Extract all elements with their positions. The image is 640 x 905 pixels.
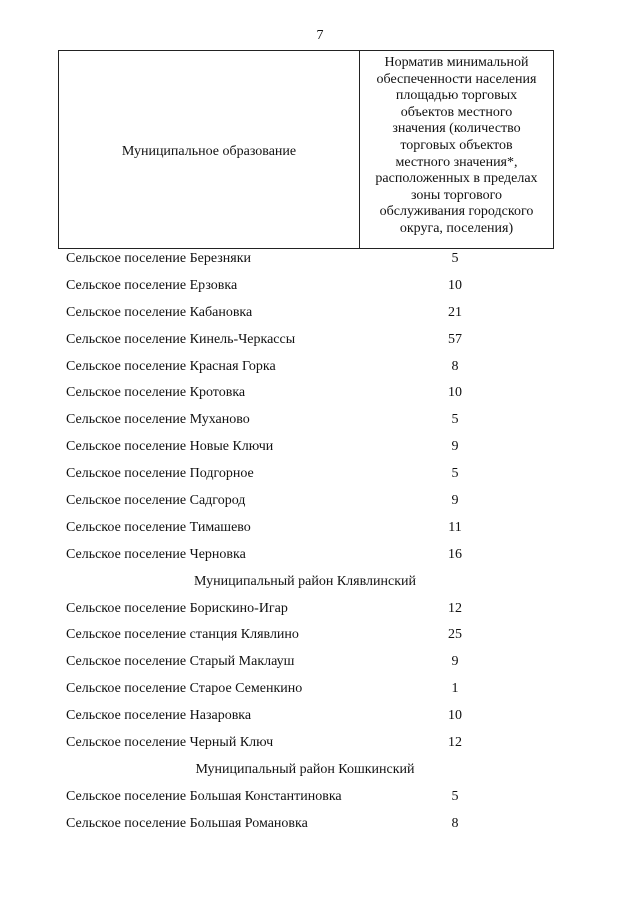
section-heading: Муниципальный район Клявлинский xyxy=(193,573,417,589)
table-header xyxy=(58,50,554,249)
table-row xyxy=(0,600,640,627)
table-row xyxy=(0,653,640,680)
table-row xyxy=(0,788,640,815)
norm-value: 5 xyxy=(451,466,459,482)
table-row xyxy=(0,277,640,304)
norm-value: 5 xyxy=(451,251,459,266)
table-row xyxy=(0,304,640,331)
header-municipality: Муниципальное образование xyxy=(59,51,360,248)
section-heading-row xyxy=(0,573,640,600)
settlement-name: Сельское поселение Кинель-Черкассы xyxy=(66,331,296,347)
norm-value: 8 xyxy=(451,815,459,831)
norm-value: 9 xyxy=(451,493,459,509)
norm-value: 9 xyxy=(451,439,459,455)
norm-value: 5 xyxy=(451,788,459,804)
settlement-name: Сельское поселение Березняки xyxy=(66,251,252,266)
header-norm-line: обслуживания городского xyxy=(379,204,534,220)
settlement-name: Сельское поселение Назаровка xyxy=(66,708,252,724)
header-norm-line: местного значения*, xyxy=(395,154,518,170)
settlement-name: Сельское поселение Садгород xyxy=(66,493,246,509)
norm-value: 11 xyxy=(448,519,462,535)
settlement-name: Сельское поселение Старый Маклауш xyxy=(66,654,295,670)
section-heading-row xyxy=(0,761,640,788)
norm-value: 12 xyxy=(448,735,462,751)
norm-value: 10 xyxy=(448,708,462,724)
settlement-name: Сельское поселение Ерзовка xyxy=(66,277,238,293)
norm-value: 8 xyxy=(451,358,459,374)
settlement-name: Сельское поселение станция Клявлино xyxy=(66,627,299,643)
header-norm-line: объектов местного xyxy=(400,104,513,120)
settlement-name: Сельское поселение Кабановка xyxy=(66,304,253,320)
table-row xyxy=(0,250,640,277)
settlement-name: Сельское поселение Кротовка xyxy=(66,385,246,401)
settlement-name: Сельское поселение Тимашево xyxy=(66,519,251,535)
norm-value: 9 xyxy=(451,654,459,670)
norm-value: 21 xyxy=(448,304,462,320)
settlement-name: Сельское поселение Старое Семенкино xyxy=(66,681,303,697)
table-row xyxy=(0,331,640,358)
norm-value: 25 xyxy=(448,627,462,643)
settlement-name: Сельское поселение Красная Горка xyxy=(66,358,276,374)
table-row xyxy=(0,707,640,734)
norm-value: 10 xyxy=(448,277,462,293)
norm-value: 10 xyxy=(448,385,462,401)
norm-value: 1 xyxy=(451,681,459,697)
header-norm-line: торговых объектов xyxy=(400,137,513,153)
page-number: 7 xyxy=(316,28,324,43)
settlement-name: Сельское поселение Борискино-Игар xyxy=(66,600,288,616)
table-row xyxy=(0,411,640,438)
table-row xyxy=(0,519,640,546)
settlement-name: Сельское поселение Черный Ключ xyxy=(66,735,274,751)
settlement-name: Сельское поселение Подгорное xyxy=(66,466,254,482)
header-norm-line: расположенных в пределах xyxy=(375,171,538,187)
header-norm-line: зоны торгового xyxy=(410,187,503,203)
table-row xyxy=(0,438,640,465)
header-norm-line: Норматив минимальной xyxy=(384,55,529,70)
section-heading: Муниципальный район Кошкинский xyxy=(195,761,415,777)
table-row xyxy=(0,384,640,411)
table-row xyxy=(0,465,640,492)
table-row xyxy=(0,734,640,761)
table-row xyxy=(0,815,640,842)
header-norm-line: обеспеченности населения xyxy=(376,71,537,87)
settlement-name: Сельское поселение Черновка xyxy=(66,546,246,562)
header-norm-line: площадью торговых xyxy=(395,88,518,104)
norm-value: 12 xyxy=(448,600,462,616)
header-norm xyxy=(360,51,553,248)
table-row xyxy=(0,358,640,385)
table-row xyxy=(0,546,640,573)
table-row xyxy=(0,492,640,519)
table-row xyxy=(0,680,640,707)
header-norm-line: значения (количество xyxy=(392,121,521,137)
settlement-name: Сельское поселение Большая Константиновка xyxy=(66,788,342,804)
norm-value: 16 xyxy=(448,546,462,562)
norm-value: 57 xyxy=(448,331,462,347)
settlement-name: Сельское поселение Большая Романовка xyxy=(66,815,308,831)
header-norm-line: округа, поселения) xyxy=(399,220,514,236)
norm-value: 5 xyxy=(451,412,459,428)
table-row xyxy=(0,626,640,653)
table-body xyxy=(0,250,640,842)
settlement-name: Сельское поселение Новые Ключи xyxy=(66,439,274,455)
settlement-name: Сельское поселение Муханово xyxy=(66,412,250,428)
